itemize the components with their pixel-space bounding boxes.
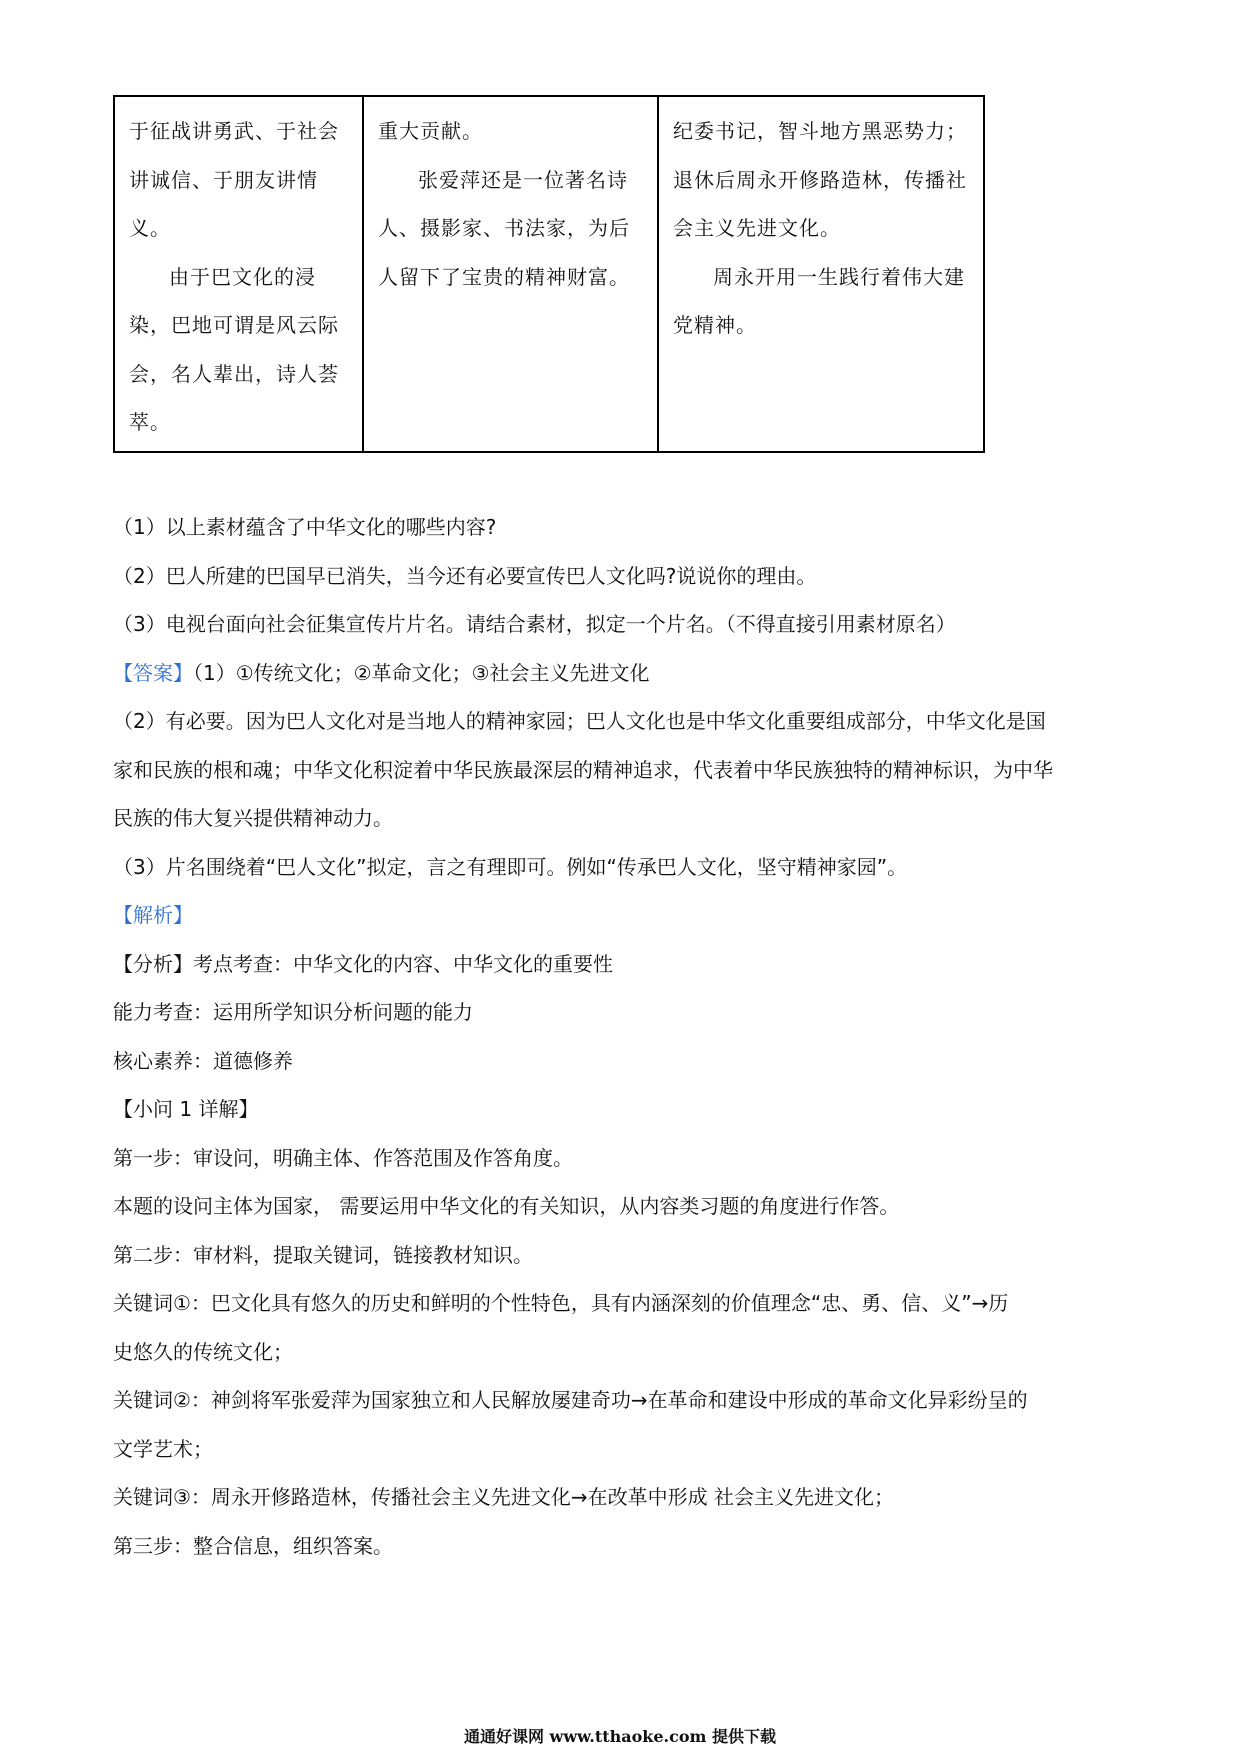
keyword-1-line: 史悠久的传统文化； — [113, 1339, 293, 1364]
answer-2-line: 家和民族的根和魂；中华文化积淀着中华民族最深层的精神追求，代表着中华民族独特的精神标识，为中华 — [113, 757, 1053, 782]
answer-2-line: 民族的伟大复兴提供精神动力。 — [113, 806, 393, 830]
material-text: 张爱萍还是一位著名诗人、摄影家、书法家，为后人留下了宝贵的精神财富。 — [378, 167, 630, 289]
step-3: 第三步：整合信息，组织答案。 — [113, 1533, 393, 1558]
analysis-literacy: 核心素养：道德修养 — [113, 1048, 293, 1073]
material-text: 由于巴文化的浸染，巴地可谓是风云际会，名人辈出，诗人荟萃。 — [129, 264, 339, 434]
material-column-3 — [657, 97, 983, 451]
page-footer: 通通好课网 www.tthaoke.com 提供下载 — [463, 1727, 777, 1746]
answer-2-line: （2）有必要。因为巴人文化对是当地人的精神家园；巴人文化也是中华文化重要组成部分，中华文化是国 — [113, 709, 1046, 733]
question-1: （1）以上素材蕴含了中华文化的哪些内容? — [113, 515, 497, 539]
keyword-3: 关键词③：周永开修路造林，传播社会主义先进文化→在改革中形成 社会主义先进文化； — [113, 1485, 895, 1509]
answer-line-1 — [113, 649, 1133, 698]
material-column-2 — [362, 97, 657, 451]
keyword-2-line: 文学艺术； — [113, 1436, 213, 1461]
analysis-ability: 能力考查：运用所学知识分析问题的能力 — [113, 1000, 473, 1024]
question-2: （2）巴人所建的巴国早已消失，当今还有必要宣传巴人文化吗?说说你的理由。 — [113, 563, 817, 588]
question-content — [113, 503, 1133, 1570]
question-3: （3）电视台面向社会征集宣传片片名。请结合素材，拟定一个片名。（不得直接引用素材原名） — [113, 612, 956, 636]
analysis-fenxi: 【分析】考点考查：中华文化的内容、中华文化的重要性 — [113, 951, 613, 976]
analysis-heading — [113, 891, 1133, 940]
keyword-1-line: 关键词①：巴文化具有悠久的历史和鲜明的个性特色，具有内涵深刻的价值理念“忠、勇、信、义”→历 — [113, 1291, 1009, 1315]
material-column-1 — [115, 97, 362, 451]
material-table — [113, 95, 985, 453]
answer-1: （1）①传统文化；②革命文化；③社会主义先进文化 — [193, 660, 650, 685]
step-1: 第一步：审设问，明确主体、作答范围及作答角度。 — [113, 1145, 573, 1170]
answer-3: （3）片名围绕着“巴人文化”拟定，言之有理即可。例如“传承巴人文化，坚守精神家园”。 — [113, 854, 908, 879]
answer-tag: 【答案】 — [113, 660, 193, 685]
material-text: 纪委书记，智斗地方黑恶势力；退休后周永开修路造林，传播社会主义先进文化。 — [673, 119, 967, 240]
analysis-tag: 【解析】 — [113, 903, 193, 927]
material-text: 于征战讲勇武、于社会讲诚信、于朋友讲情义。 — [129, 119, 339, 240]
material-text: 周永开用一生践行着伟大建党精神。 — [673, 264, 965, 337]
step-2: 第二步：审材料，提取关键词，链接教材知识。 — [113, 1242, 533, 1267]
sub-question-title: 【小问 1 详解】 — [113, 1097, 259, 1121]
keyword-2-line: 关键词②：神剑将军张爱萍为国家独立和人民解放屡建奇功→在革命和建设中形成的革命文化异彩纷呈的 — [113, 1388, 1028, 1412]
material-text: 重大贡献。 — [378, 119, 483, 143]
step-1-detail: 本题的设问主体为国家， 需要运用中华文化的有关知识，从内容类习题的角度进行作答。 — [113, 1194, 900, 1218]
